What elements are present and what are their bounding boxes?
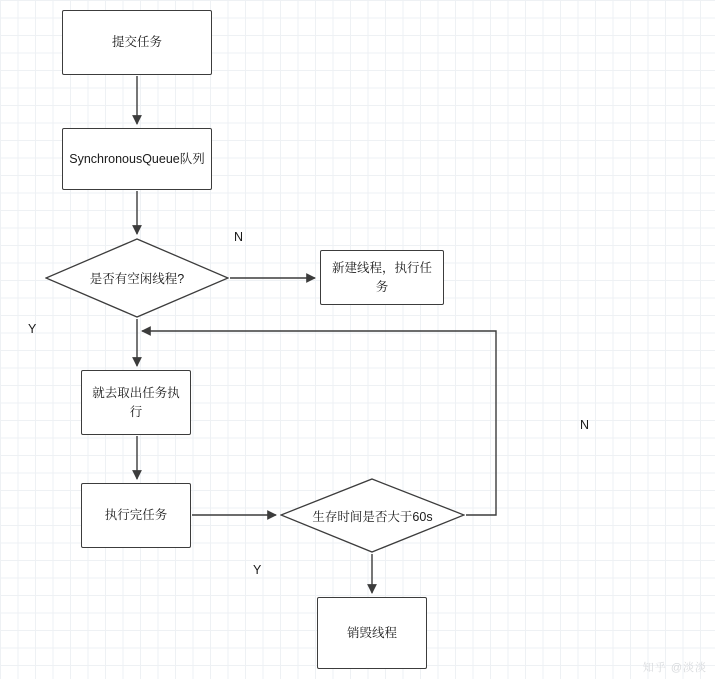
node-label: 提交任务 (111, 35, 162, 50)
node-label: 销毁线程 (346, 625, 397, 640)
watermark: 知乎 @淡淡 (642, 662, 707, 674)
node-label: SynchronousQueue队列 (69, 151, 205, 166)
node-task-finished (81, 483, 191, 548)
node-create-new-thread (320, 250, 444, 305)
node-destroy-thread (317, 597, 427, 669)
node-label: 是否有空闲线程? (89, 272, 185, 286)
node-idle-thread-check (45, 238, 229, 318)
node-alive-time-check (280, 478, 465, 553)
edge-label-yes-left: Y (28, 322, 37, 336)
node-label: 就去取出任务执行 (92, 386, 180, 419)
diamond-shape (280, 478, 465, 553)
node-label: 新建线程，执行任务 (331, 261, 432, 294)
node-submit-task (62, 10, 212, 75)
edge-label-no-right: N (580, 418, 590, 432)
node-label: 执行完任务 (104, 508, 168, 523)
edge-label-no-top: N (234, 230, 244, 244)
node-label: 生存时间是否大于60s (312, 509, 433, 524)
node-take-task-and-execute (81, 370, 191, 435)
node-synchronous-queue (62, 128, 212, 190)
edge-label-yes-bottom: Y (253, 563, 262, 577)
diamond-shape (45, 238, 229, 318)
